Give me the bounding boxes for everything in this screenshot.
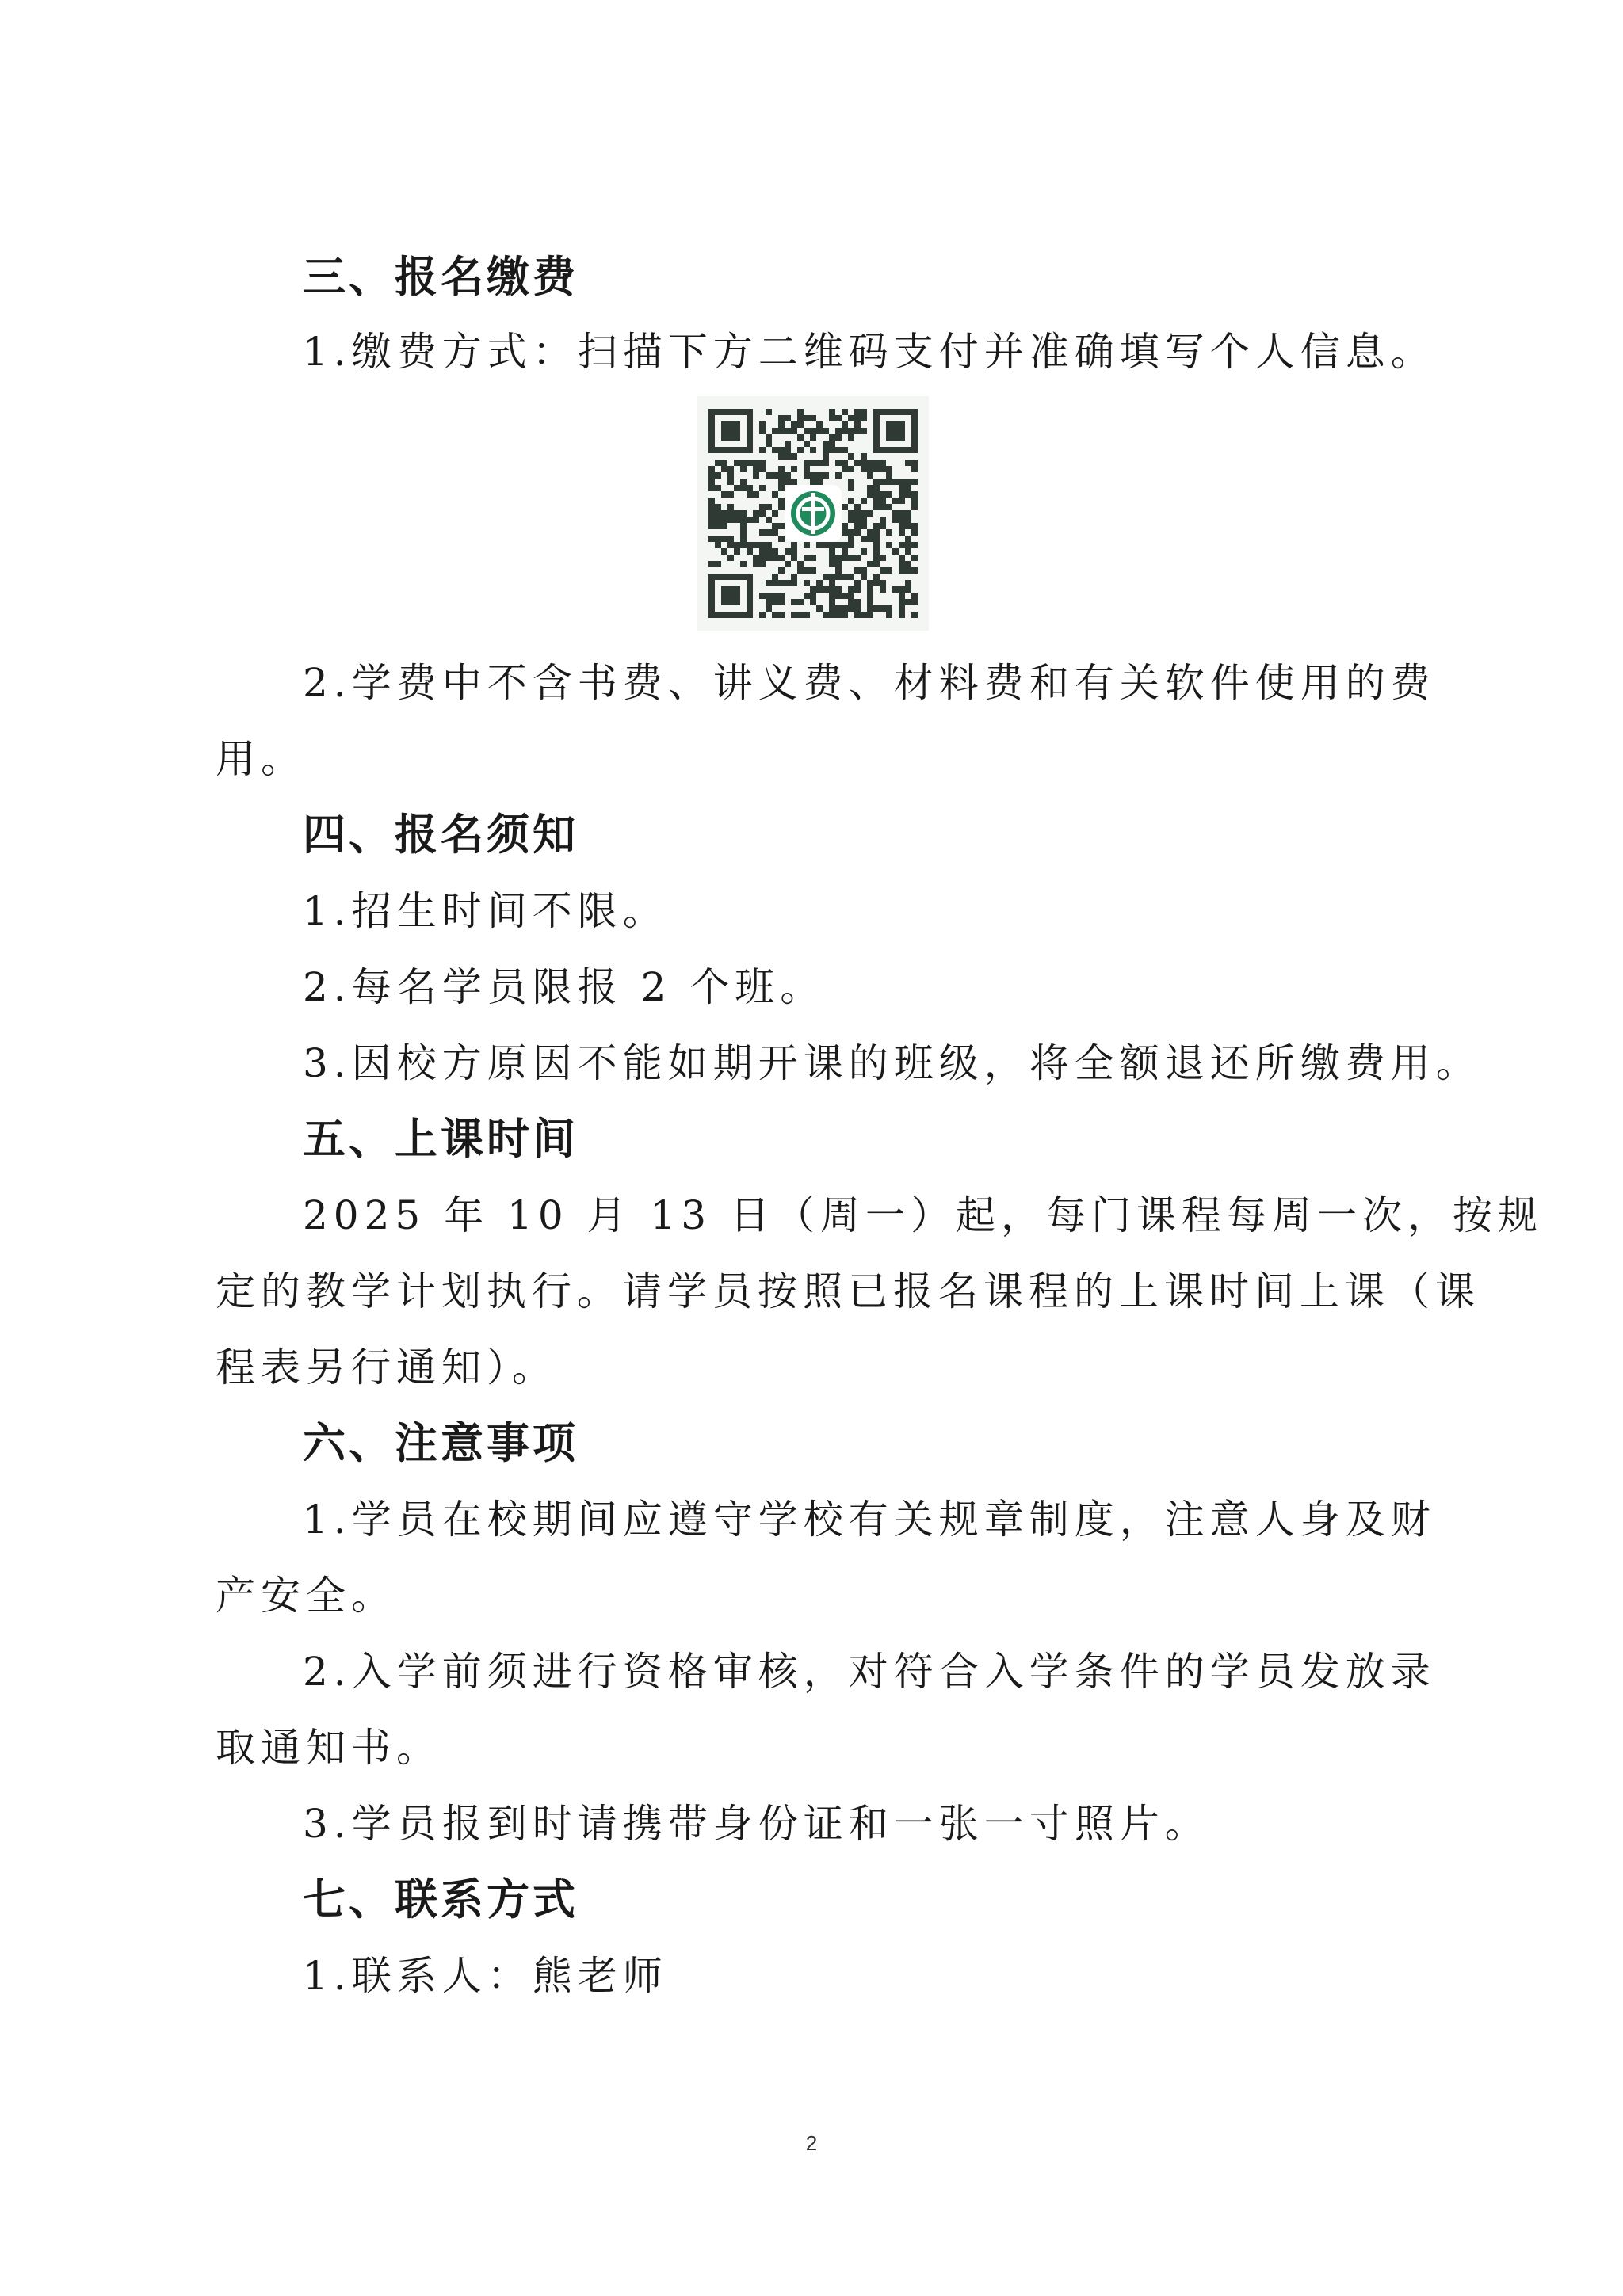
- section-4-item-1: 1.招生时间不限。: [303, 888, 668, 934]
- section-7-heading: 七、联系方式: [303, 1875, 579, 1924]
- section-5-line-2: 定的教学计划执行。请学员按照已报名课程的上课时间上课（课: [216, 1268, 1480, 1314]
- section-5-line-1: 2025 年 10 月 13 日（周一）起，每门课程每周一次，按规: [303, 1192, 1543, 1238]
- section-6-heading: 六、注意事项: [303, 1418, 579, 1468]
- page-number: 2: [805, 2131, 818, 2155]
- section-3-item-1: 1.缴费方式：扫描下方二维码支付并准确填写个人信息。: [303, 329, 1436, 375]
- section-3-heading: 三、报名缴费: [303, 252, 579, 302]
- section-6-item-2-line-1: 2.入学前须进行资格审核，对符合入学条件的学员发放录: [303, 1649, 1436, 1695]
- section-6-item-1-line-1: 1.学员在校期间应遵守学校有关规章制度，注意人身及财: [303, 1497, 1436, 1543]
- section-4-heading: 四、报名须知: [303, 810, 579, 860]
- section-4-item-2: 2.每名学员限报 2 个班。: [303, 964, 826, 1010]
- payment-qr-code-icon: [697, 396, 929, 631]
- section-4-item-3: 3.因校方原因不能如期开课的班级，将全额退还所缴费用。: [303, 1040, 1481, 1086]
- section-7-item-1: 1.联系人：熊老师: [303, 1953, 668, 1999]
- section-6-item-3: 3.学员报到时请携带身份证和一张一寸照片。: [303, 1801, 1210, 1847]
- section-6-item-1-line-2: 产安全。: [216, 1573, 396, 1619]
- section-6-item-2-line-2: 取通知书。: [216, 1725, 441, 1771]
- section-5-line-3: 程表另行通知）。: [216, 1344, 557, 1390]
- section-5-heading: 五、上课时间: [303, 1114, 579, 1164]
- section-3-item-2-line-2: 用。: [216, 736, 306, 782]
- section-3-item-2-line-1: 2.学费中不含书费、讲义费、材料费和有关软件使用的费: [303, 660, 1436, 706]
